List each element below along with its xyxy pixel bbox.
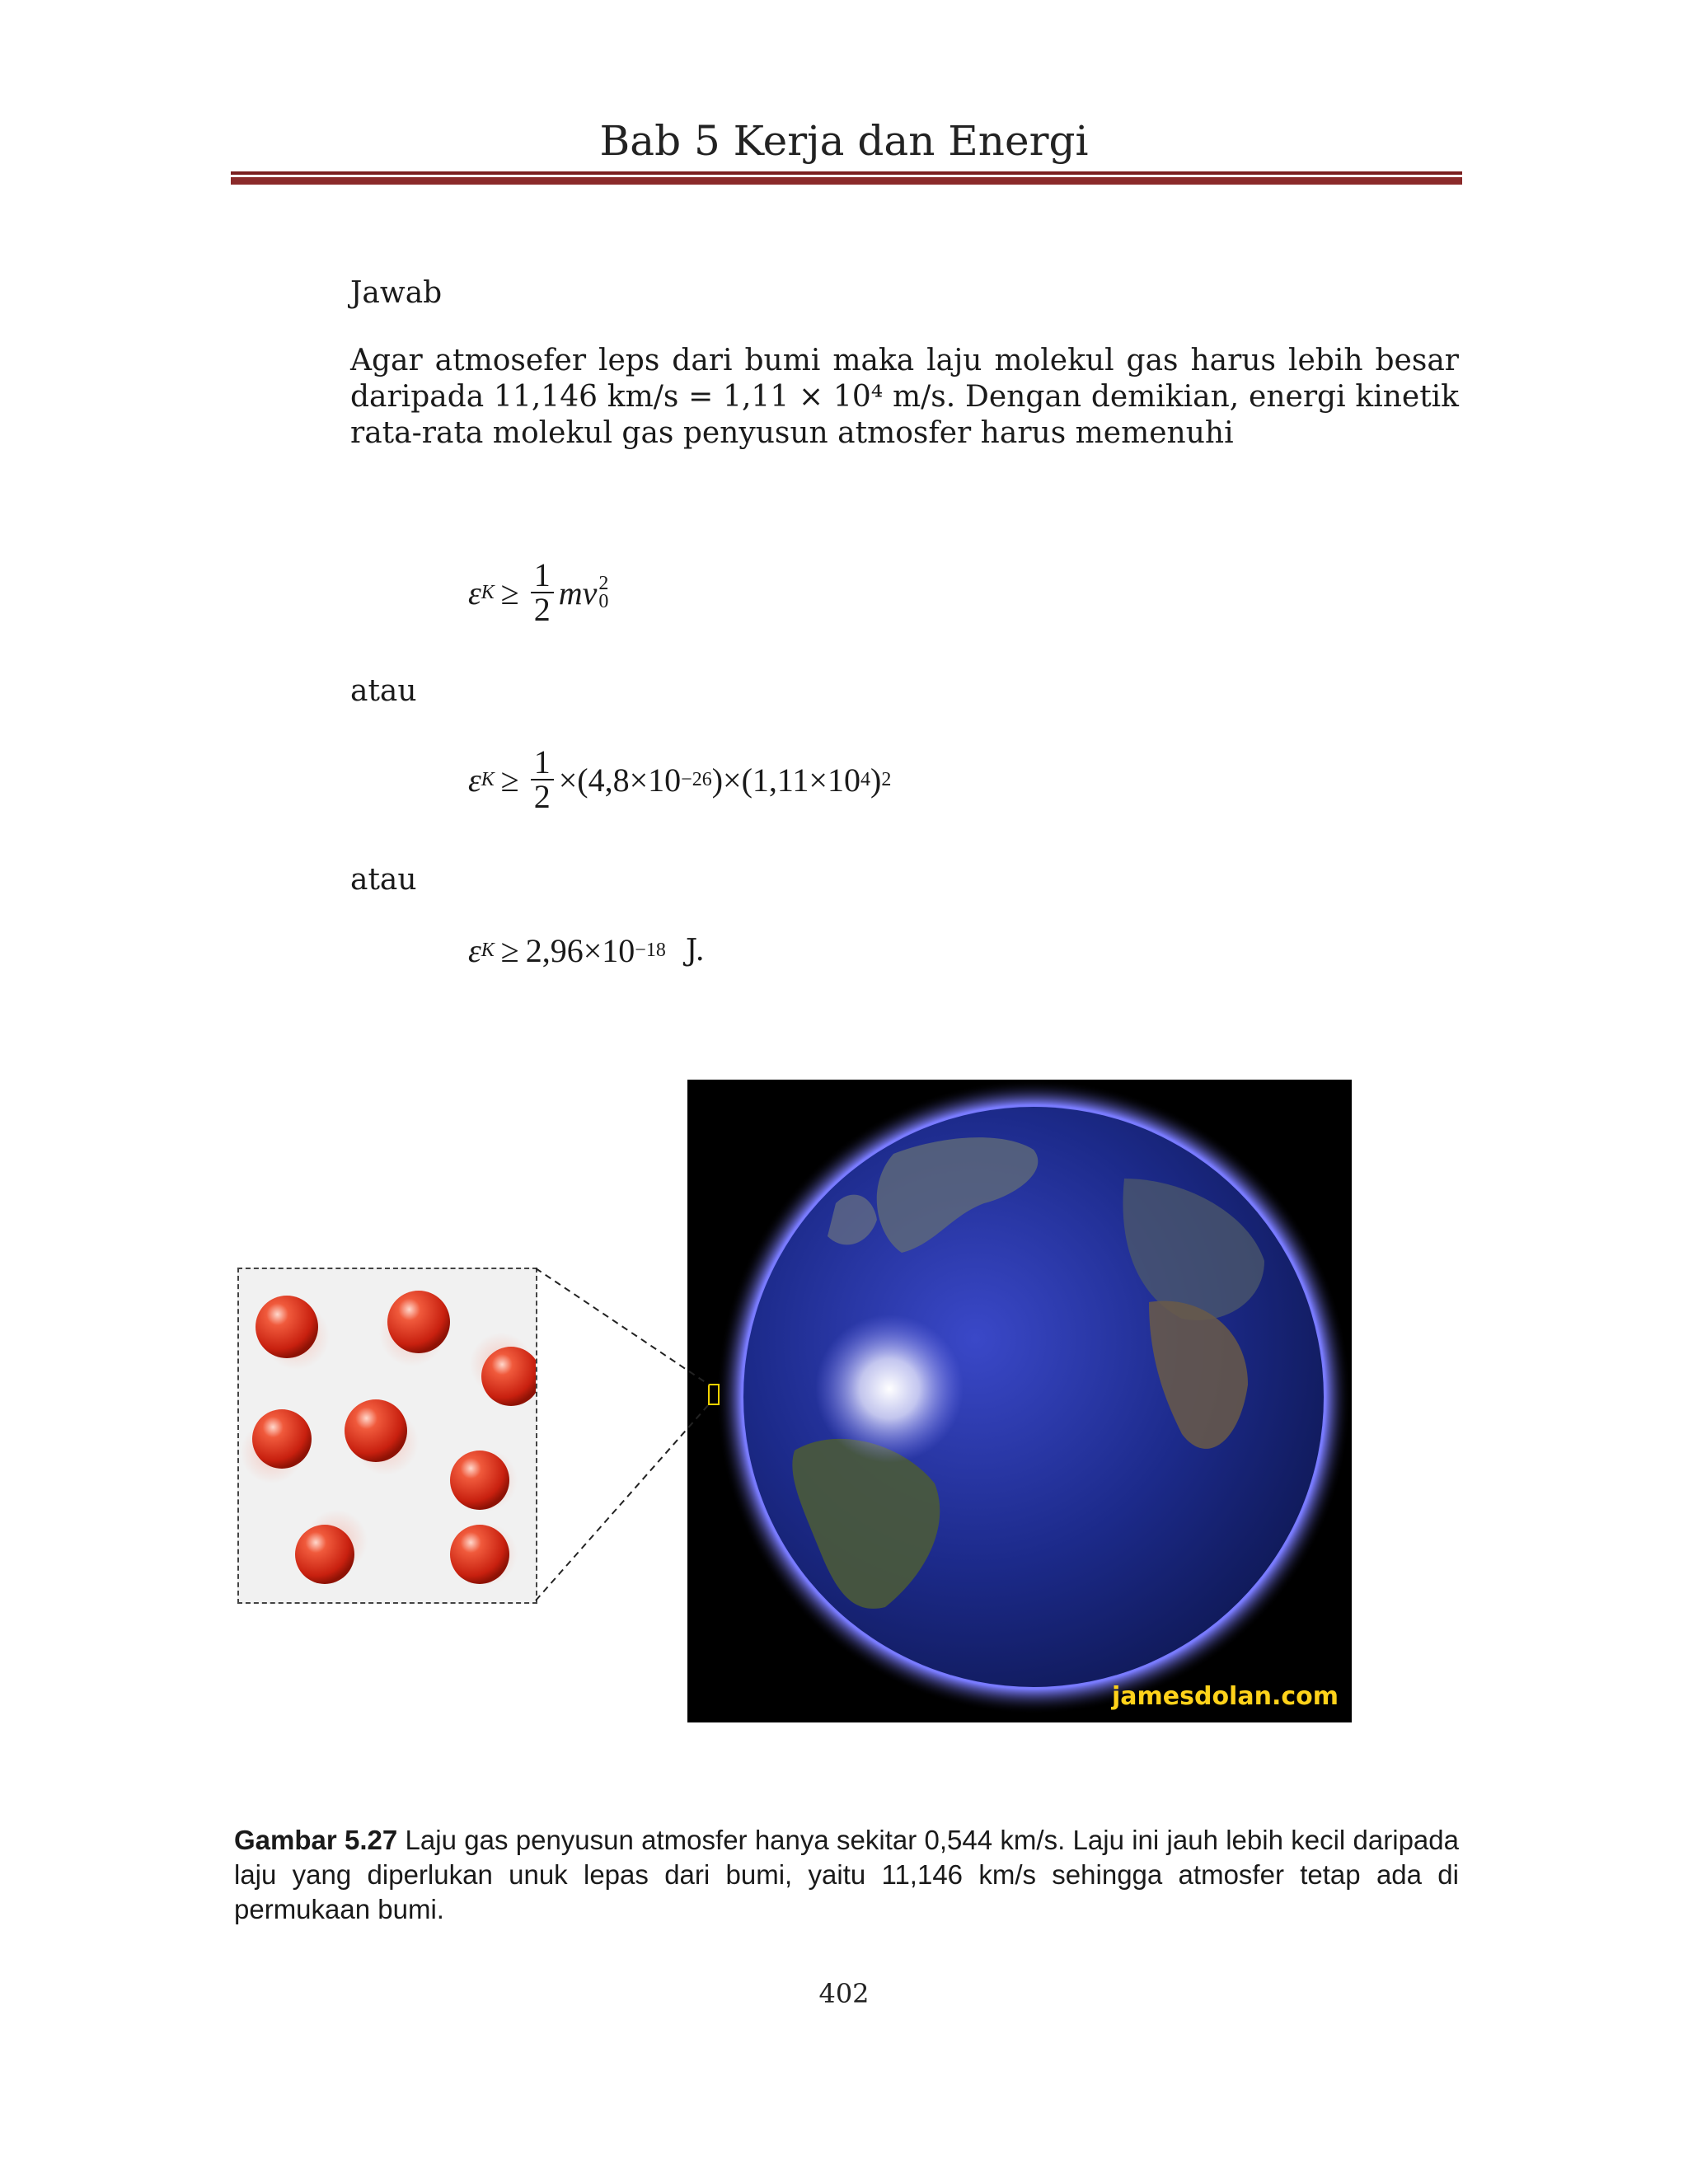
earth-atmosphere-image [687, 1080, 1352, 1722]
eq3-value: 2,96×10 [525, 932, 635, 969]
eq1-lhs: ε [468, 574, 481, 612]
zoom-line-top [536, 1268, 709, 1385]
image-watermark: jamesdolan.com [1111, 1682, 1339, 1711]
zoom-line-bottom [536, 1404, 709, 1601]
eq3-lhs-sub: K [481, 940, 495, 961]
molecule-4 [241, 1409, 312, 1483]
eq1-relation: ≥ [500, 574, 519, 612]
eq1-term-scripts [598, 574, 608, 611]
page-number: 402 [818, 1978, 870, 2009]
answer-label: Jawab [350, 276, 443, 310]
eq2-exp2: 4 [860, 768, 870, 790]
figure-caption-label: Gambar 5.27 [234, 1825, 398, 1855]
eq3-lhs: ε [468, 932, 481, 969]
molecule-6 [450, 1449, 518, 1511]
connector-atau-2: atau [350, 863, 417, 897]
eq1-term: mv [558, 574, 598, 612]
gas-molecules-illustration [239, 1269, 536, 1602]
eq2-numerator: 1 [533, 743, 551, 780]
molecule-7 [295, 1510, 368, 1584]
eq3-relation: ≥ [500, 932, 519, 969]
molecule-1 [256, 1296, 330, 1370]
eq1-term-sup: 2 [598, 573, 609, 594]
sun-reflection [815, 1315, 964, 1463]
chapter-title: Bab 5 Kerja dan Energi [599, 117, 1089, 165]
eq2-lhs: ε [468, 761, 481, 799]
earth-globe-illustration [687, 1080, 1352, 1722]
eq1-fraction [531, 556, 554, 628]
equation-kinetic-energy-condition [468, 556, 609, 628]
eq2-relation: ≥ [500, 761, 519, 799]
figure-caption-text: Laju gas penyusun atmosfer hanya sekitar 0,544 km/s. Laju ini jauh lebih kecil daripada laju yang diperlukan unuk lepas dari bumi, yaitu 11,146 km/s sehingga atmosfer tetap ada di permukaan bumi. [234, 1825, 1459, 1924]
eq2-part3: ) [870, 761, 882, 799]
equation-kinetic-energy-substitution [468, 743, 892, 815]
eq2-exp1: −26 [681, 768, 712, 790]
eq3-exp: −18 [635, 940, 666, 961]
eq1-term-sub: 0 [598, 591, 609, 612]
eq2-denominator: 2 [531, 779, 554, 813]
eq3-unit: J. [685, 934, 705, 968]
molecule-8 [450, 1523, 518, 1586]
connector-atau-1: atau [350, 674, 417, 708]
eq2-part2: )×(1,11×10 [711, 761, 860, 799]
eq1-numerator: 1 [533, 556, 551, 593]
molecule-5 [345, 1399, 419, 1475]
eq1-denominator: 2 [531, 592, 554, 626]
eq2-exp3: 2 [881, 768, 892, 790]
molecule-3 [470, 1333, 536, 1406]
answer-paragraph: Agar atmosefer leps dari bumi maka laju molekul gas harus lebih besar daripada 11,146 km/s = 1,11 × 10⁴ m/s. Dengan demikian, energi kinetik rata-rata molekul gas penyusun atmosfer harus memenuhi [350, 344, 1459, 450]
gas-molecules-inset [237, 1268, 537, 1604]
eq1-lhs-sub: K [481, 581, 495, 603]
eq2-part1: ×(4,8×10 [558, 761, 682, 799]
figure-caption [234, 1823, 1459, 1927]
eq2-fraction [531, 743, 554, 815]
header-rule-thick [231, 177, 1462, 185]
equation-kinetic-energy-result [468, 931, 705, 970]
eq2-lhs-sub: K [481, 768, 495, 790]
header-rule-thin [231, 171, 1462, 175]
molecule-2 [379, 1291, 450, 1366]
